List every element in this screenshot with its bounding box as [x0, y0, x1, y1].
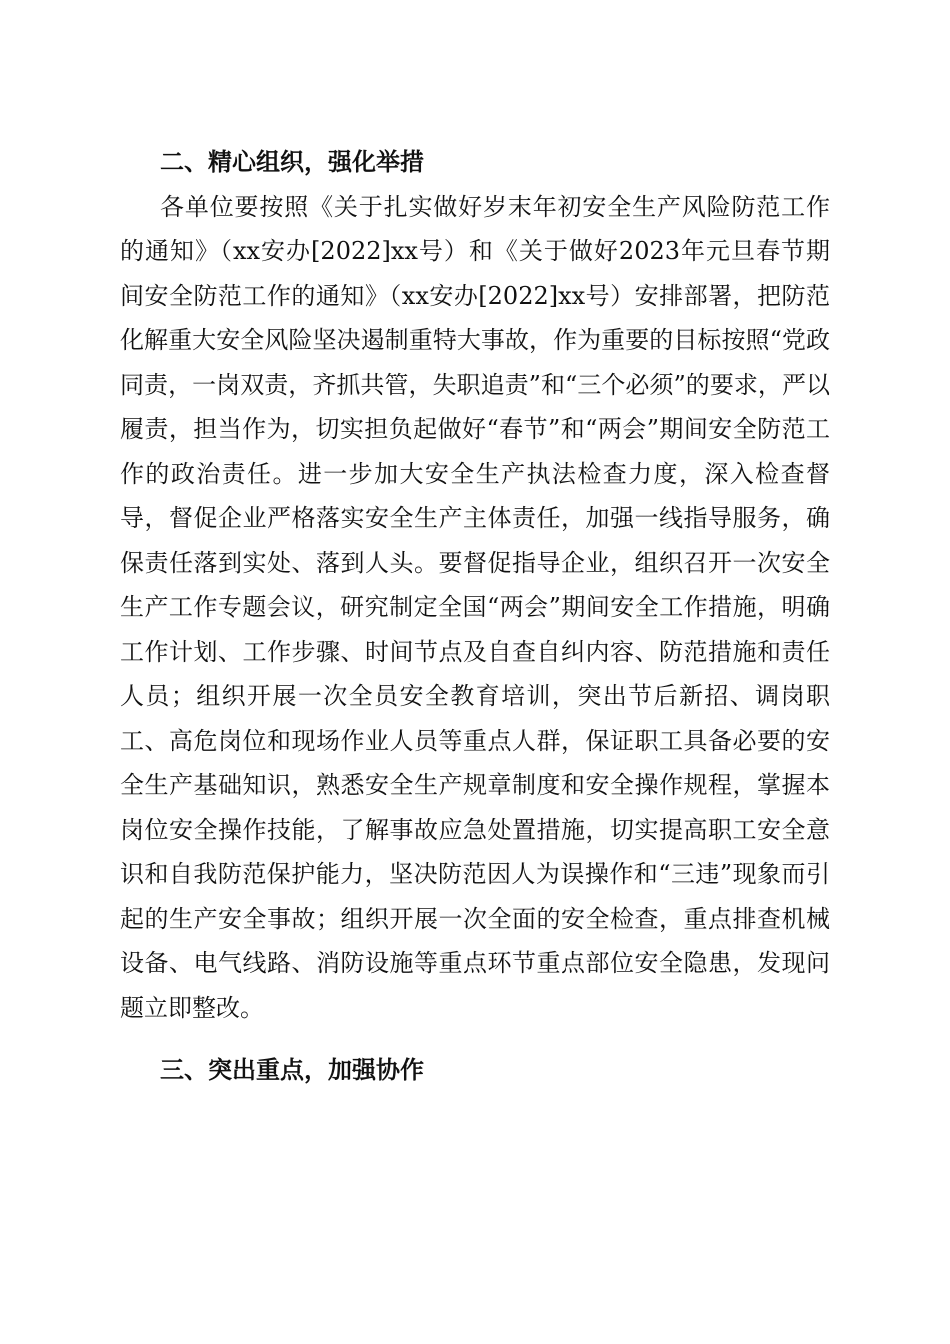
- section-2-paragraph: 各单位要按照《关于扎实做好岁末年初安全生产风险防范工作的通知》（xx安办[2022]xx号）和《关于做好2023年元旦春节期间安全防范工作的通知》（xx安办[2022]xx号）安排部署，把防范化解重大安全风险坚决遏制重特大事故，作为重要的目标按照“党政同责，一岗双责，齐抓共管，失职追责”和“三个必须”的要求，严以履责，担当作为，切实担负起做好“春节”和“两会”期间安全防范工作的政治责任。进一步加大安全生产执法检查力度，深入检查督导，督促企业严格落实安全生产主体责任，加强一线指导服务，确保责任落到实处、落到人头。要督促指导企业，组织召开一次安全生产工作专题会议，研究制定全国“两会”期间安全工作措施，明确工作计划、工作步骤、时间节点及自查自纠内容、防范措施和责任人员；组织开展一次全员安全教育培训，突出节后新招、调岗职工、高危岗位和现场作业人员等重点人群，保证职工具备必要的安全生产基础知识，熟悉安全生产规章制度和安全操作规程，掌握本岗位安全操作技能，了解事故应急处置措施，切实提高职工安全意识和自我防范保护能力，坚决防范因人为误操作和“三违”现象而引起的生产安全事故；组织开展一次全面的安全检查，重点排查机械设备、电气线路、消防设施等重点环节重点部位安全隐患，发现问题立即整改。: [120, 192, 830, 1022]
- document-body: [120, 140, 830, 1093]
- section-heading-3: 三、突出重点，加强协作: [160, 1056, 424, 1084]
- section-heading-2: 二、精心组织，强化举措: [160, 148, 424, 176]
